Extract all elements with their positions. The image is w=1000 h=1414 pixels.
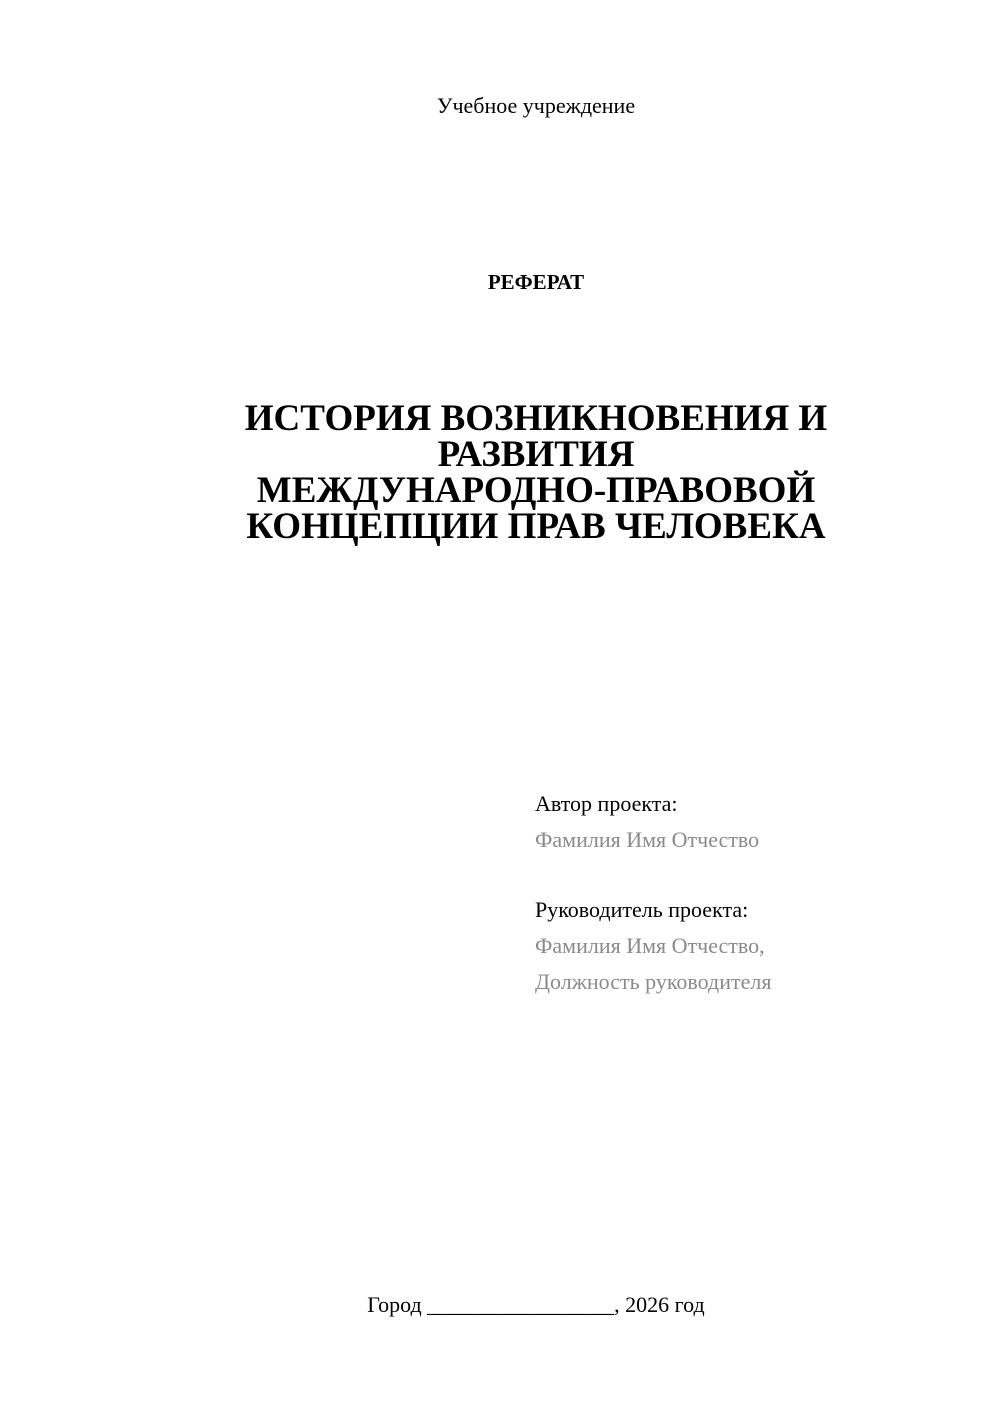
- institution-name: Учебное учреждение: [436, 93, 636, 118]
- title-line: ИСТОРИЯ ВОЗНИКНОВЕНИЯ И: [244, 398, 828, 439]
- document-title: [200, 398, 872, 547]
- author-label: Автор проекта:: [535, 791, 678, 816]
- title-line: РАЗВИТИЯ: [437, 434, 635, 475]
- city-year-line: [0, 1290, 1000, 1320]
- year-text: , 2026 год: [614, 1292, 705, 1317]
- city-label: Город: [367, 1292, 422, 1317]
- author-name: Фамилия Имя Отчество: [535, 827, 760, 852]
- signature-block: [535, 786, 955, 1000]
- supervisor-label: Руководитель проекта:: [535, 897, 749, 922]
- supervisor-position: Должность руководителя: [535, 969, 772, 994]
- spacer: [535, 858, 955, 892]
- title-line: МЕЖДУНАРОДНО-ПРАВОВОЙ: [256, 470, 816, 511]
- document-type: РЕФЕРАТ: [487, 270, 585, 294]
- title-line: КОНЦЕПЦИИ ПРАВ ЧЕЛОВЕКА: [246, 506, 826, 547]
- supervisor-name: Фамилия Имя Отчество,: [535, 933, 765, 958]
- city-blank: _________________: [427, 1292, 615, 1317]
